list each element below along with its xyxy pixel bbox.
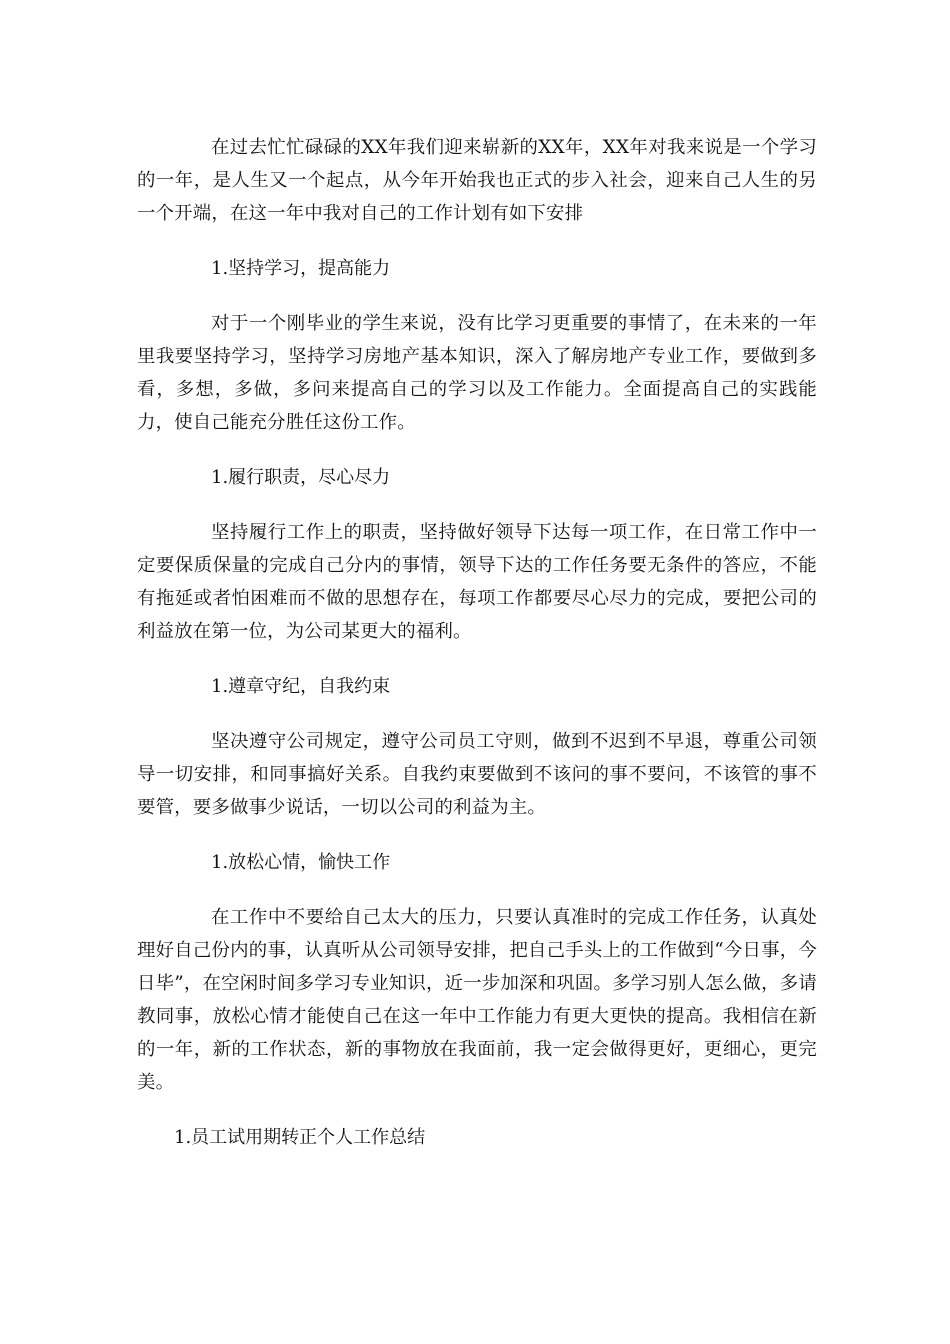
section-body: 坚决遵守公司规定，遵守公司员工守则，做到不迟到不早退，尊重公司领导一切安排，和同事搞好关系。自我约束要做到不该问的事不要问，不该管的事不要管，要多做事少说话，一切以公司的利益为主。 [137, 731, 817, 818]
section-body: 坚持履行工作上的职责，坚持做好领导下达每一项工作，在日常工作中一定要保质保量的完成自己分内的事情，领导下达的工作任务要无条件的答应，不能有拖延或者怕困难而不做的思想存在，每项工作都要尽心尽力的完成，要把公司的利益放在第一位，为公司某更大的福利。 [137, 522, 817, 642]
spacer [137, 285, 817, 307]
spacer [137, 230, 817, 252]
spacer [137, 439, 817, 461]
section-heading: 1.坚持学习，提高能力 [211, 258, 391, 279]
section-heading: 1.履行职责，尽心尽力 [211, 467, 391, 488]
spacer [137, 879, 817, 901]
intro-paragraph: 在过去忙忙碌碌的XX年我们迎来崭新的XX年，XX年对我来说是一个学习的一年，是人生又一个起点，从今年开始我也正式的步入社会，迎来自己人生的另一个开端，在这一年中我对自己的工作计划有如下安排 [137, 137, 817, 224]
spacer [137, 494, 817, 516]
section-heading: 1.放松心情，愉快工作 [211, 852, 391, 873]
section-body: 在工作中不要给自己太大的压力，只要认真准时的完成工作任务，认真处理好自己份内的事，认真听从公司领导安排，把自己手头上的工作做到“今日事，今日毕”，在空闲时间多学习专业知识，近一步加深和巩固。多学习别人怎么做，多请教同事，放松心情才能使自己在这一年中工作能力有更大更快的提高。我相信在新的一年，新的工作状态，新的事物放在我面前，我一定会做得更好，更细心，更完美。 [137, 907, 817, 1093]
spacer [137, 703, 817, 725]
spacer [137, 1099, 817, 1121]
spacer [137, 648, 817, 670]
document-content [137, 131, 817, 1154]
final-heading: 1.员工试用期转正个人工作总结 [174, 1127, 426, 1148]
spacer [137, 824, 817, 846]
section-heading: 1.遵章守纪，自我约束 [211, 676, 391, 697]
section-body: 对于一个刚毕业的学生来说，没有比学习更重要的事情了，在未来的一年里我要坚持学习，坚持学习房地产基本知识，深入了解房地产专业工作，要做到多看，多想，多做，多问来提高自己的学习以及工作能力。全面提高自己的实践能力，使自己能充分胜任这份工作。 [137, 313, 817, 433]
